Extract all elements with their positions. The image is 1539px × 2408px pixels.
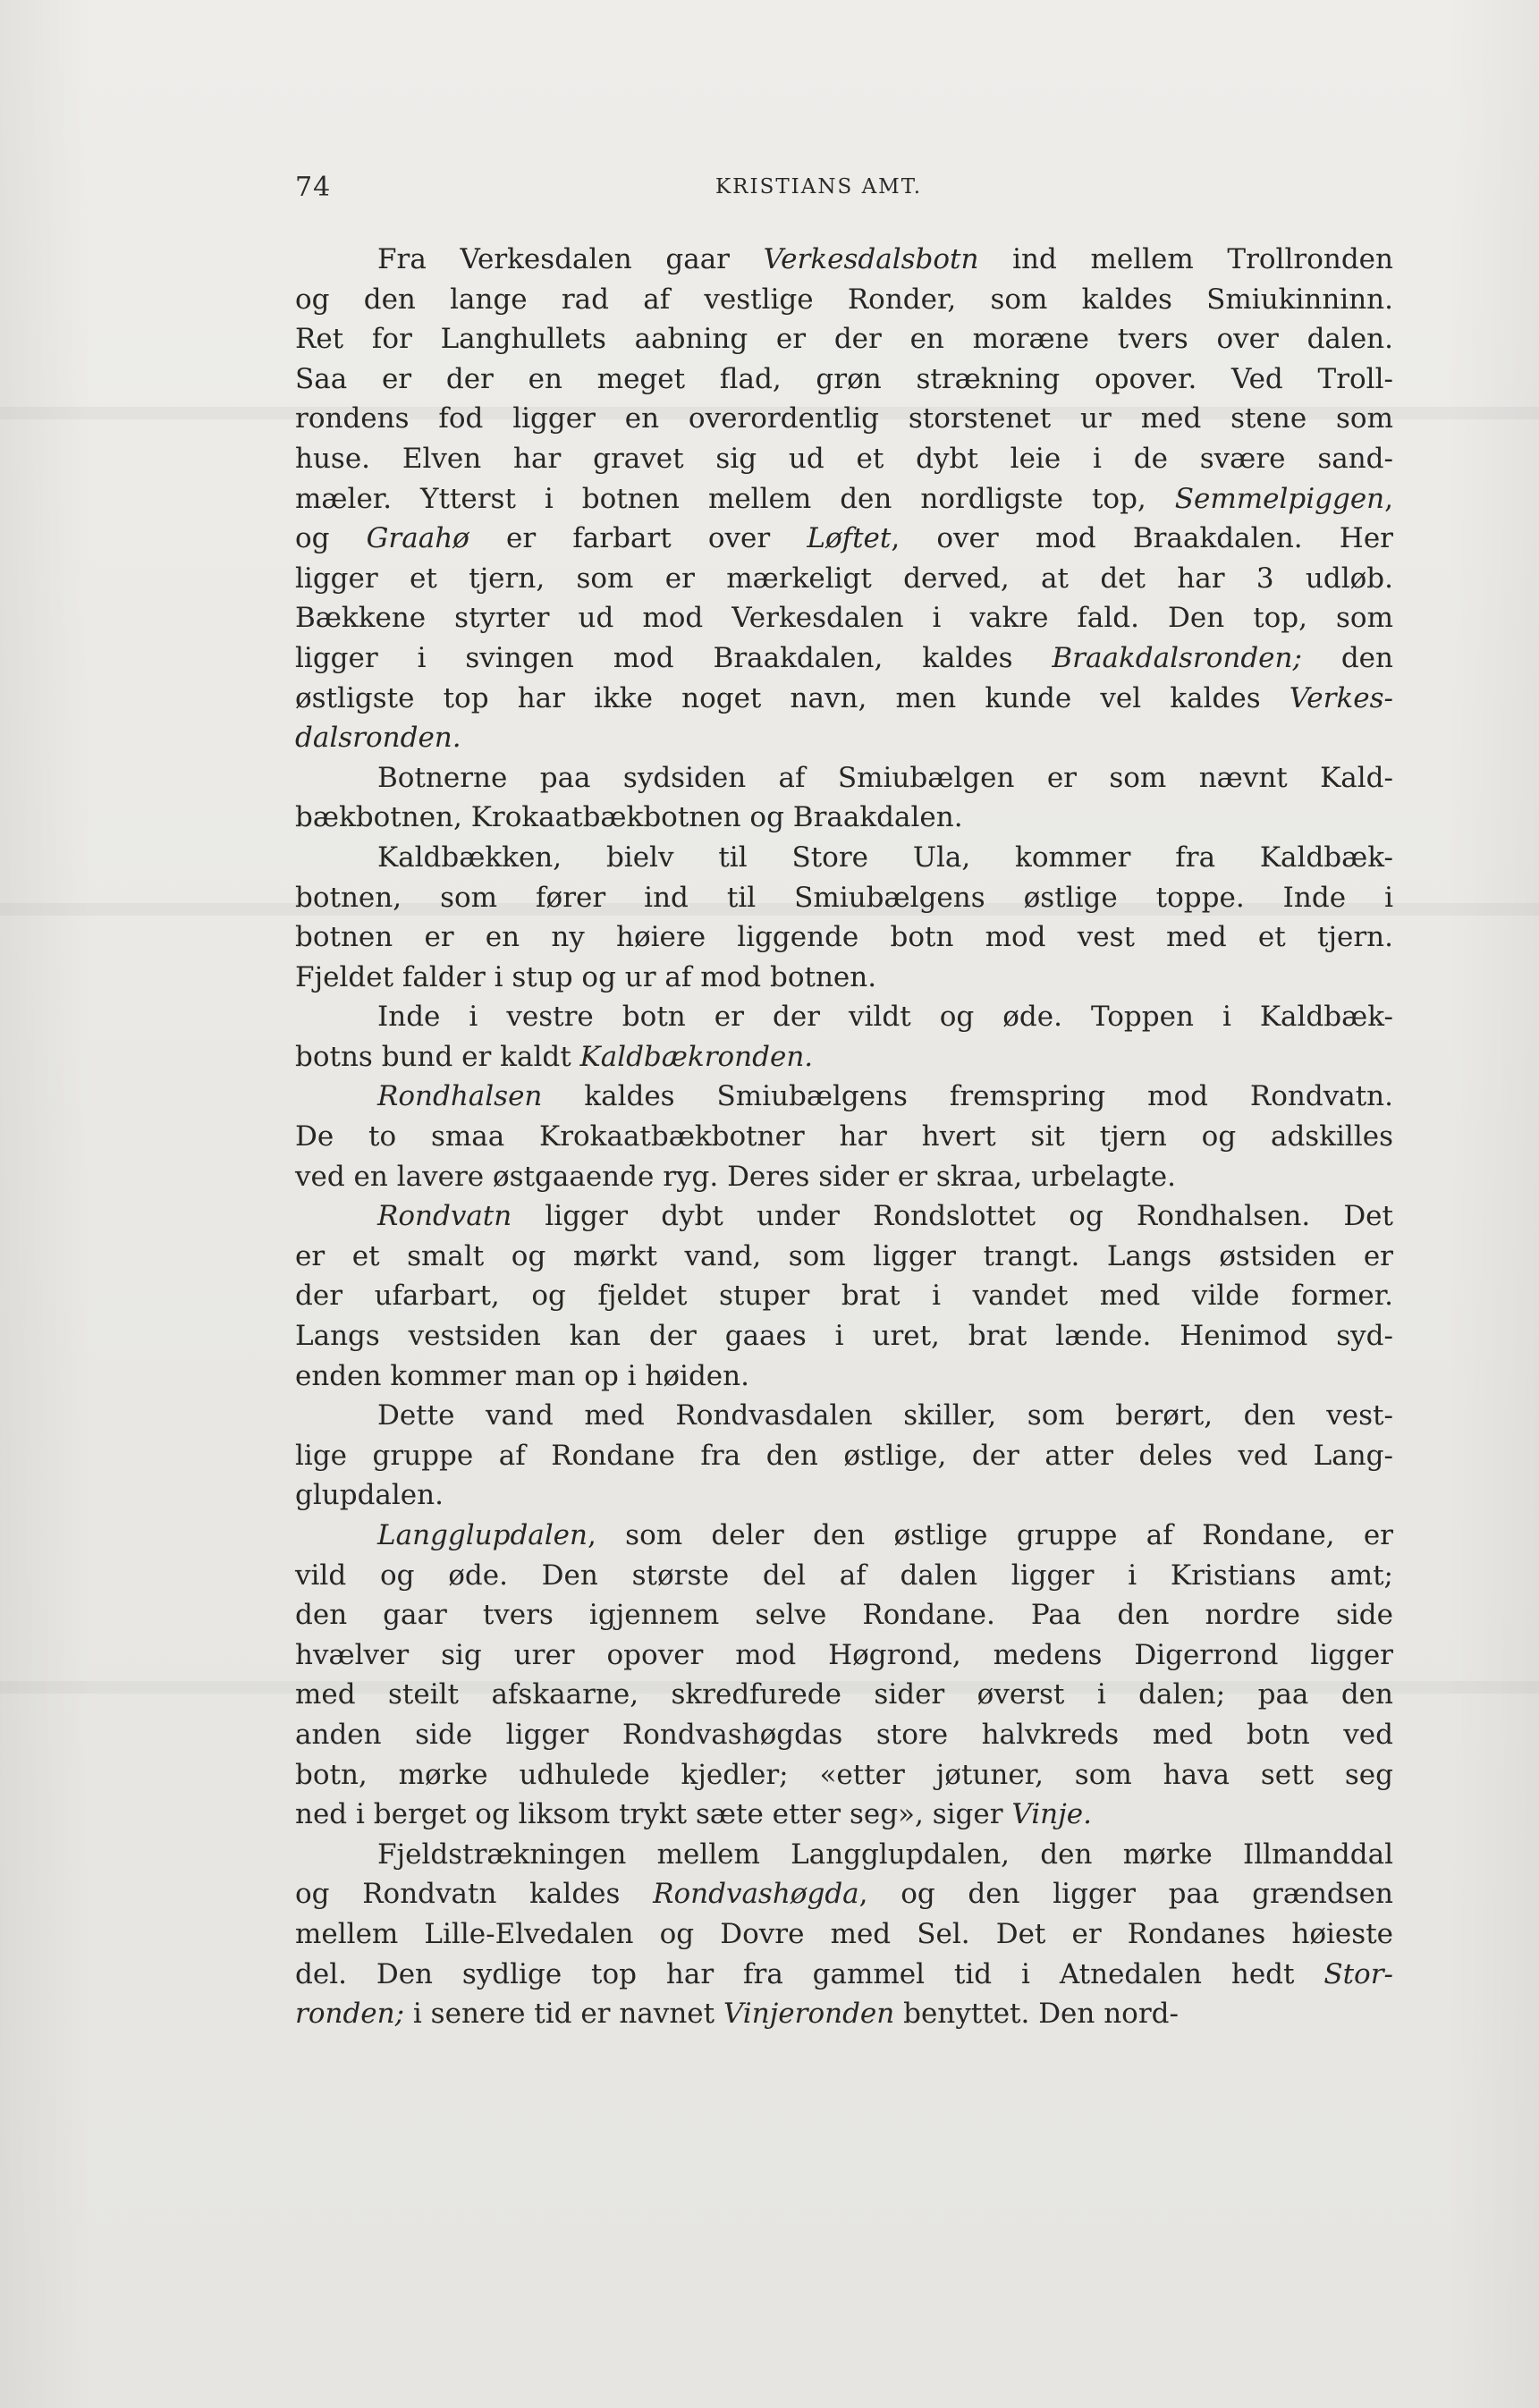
text-line [295,1356,1393,1397]
text-run: Fra Verkesdalen gaar [377,243,764,275]
text-run: ligger i svingen mod Braakdalen, kaldes [295,641,1053,674]
text-run: lige gruppe af Rondane fra den østlige, der atter deles ved Lang- [295,1439,1393,1472]
italic-term: ronden; [295,1998,405,2031]
text-line [295,1715,1393,1755]
text-line [295,399,1393,439]
italic-term: Kaldbækronden. [579,1040,814,1073]
text-line [295,1077,1393,1117]
text-line [295,1516,1393,1556]
text-line [295,1755,1393,1795]
text-run: botnen er en ny høiere liggende botn mod vest med et tjern. [295,921,1393,954]
text-run: Dette vand med Rondvasdalen skiller, som berørt, den vest- [377,1399,1393,1432]
text-run: anden side ligger Rondvashøgdas store halvkreds med botn ved [295,1718,1393,1751]
text-line [295,280,1393,320]
text-line [295,1396,1393,1436]
text-run: hvælver sig urer opover mod Høgrond, medens Digerrond ligger [295,1638,1393,1671]
text-line [295,559,1393,599]
text-run: Bækkene styrter ud mod Verkesdalen i vakre fald. Den top, som [295,602,1393,635]
text-line [295,718,1393,758]
body-text [295,240,1393,2034]
text-run: og den lange rad af vestlige Ronder, som kaldes Smiukinninn. [295,283,1393,316]
text-line [295,1196,1393,1237]
text-line [295,1635,1393,1676]
italic-term: Vinje. [1011,1798,1092,1831]
text-line [295,917,1393,958]
italic-term: Rondvashøgda [653,1878,859,1911]
page-header [295,172,1395,207]
text-line [295,1157,1393,1197]
text-run: Fjeldet falder i stup og ur af mod botnen. [295,960,877,993]
text-run: Saa er der en meget flad, grøn strækning opover. Ved Troll- [295,362,1393,395]
text-line [295,1874,1393,1914]
text-run: Ret for Langhullets aabning er der en moræne tvers over dalen. [295,323,1393,356]
italic-term: Verkesdalsbotn [763,243,979,275]
text-line [295,838,1393,878]
text-run: rondens fod ligger en overordentlig storstenet ur med stene som [295,402,1393,435]
text-line [295,1914,1393,1955]
text-run: huse. Elven har gravet sig ud et dybt leie i de svære sand- [295,442,1393,475]
italic-term: Braakdalsronden; [1052,641,1302,674]
text-run: og Rondvatn kaldes [295,1878,654,1911]
italic-term: Rondvatn [377,1200,512,1233]
text-run: ved en lavere østgaaende ryg. Deres sider er skraa, urbelagte. [295,1160,1176,1193]
text-run: er farbart over [469,522,808,555]
text-run: , som deler den østlige gruppe af Rondane, er [588,1519,1393,1551]
text-run: del. Den sydlige top har fra gammel tid i Atnedalen hedt [295,1957,1324,1990]
text-run: ligger et tjern, som er mærkeligt derved, at det har 3 udløb. [295,562,1393,595]
italic-term: dalsronden. [295,722,461,755]
text-run: Botnerne paa sydsiden af Smiubælgen er som nævnt Kald- [377,761,1393,794]
text-line [295,958,1393,998]
text-line [295,1556,1393,1596]
text-run: De to smaa Krokaatbækbotner har hvert sit tjern og adskilles [295,1120,1393,1153]
running-head: KRISTIANS AMT. [715,175,923,199]
text-line [295,519,1393,559]
text-run: ligger dybt under Rondslottet og Rondhalsen. Det [512,1200,1393,1233]
text-run: vild og øde. Den største del af dalen ligger i Kristians amt; [295,1559,1393,1592]
text-line [295,679,1393,719]
text-line [295,1795,1393,1835]
text-run: kaldes Smiubælgens fremspring mod Rondvatn. [542,1080,1393,1113]
text-line [295,1955,1393,1995]
text-run: med steilt afskaarne, skredfurede sider øverst i dalen; paa den [295,1678,1393,1711]
text-run: mæler. Ytterst i botnen mellem den nordligste top, [295,482,1175,515]
text-line [295,240,1393,280]
text-line [295,598,1393,638]
text-run: ned i berget og liksom trykt sæte etter seg», siger [295,1798,1012,1831]
text-run: i senere tid er navnet [404,1998,723,2031]
text-run: botn, mørke udhulede kjedler; «etter jøtuner, som hava sett seg [295,1758,1393,1791]
text-line [295,878,1393,918]
text-run: bækbotnen, Krokaatbækbotnen og Braakdalen. [295,801,963,834]
text-run: , [1384,482,1393,515]
text-line [295,798,1393,838]
italic-term: Semmelpiggen [1174,482,1385,515]
italic-term: Løftet [807,522,892,555]
text-line [295,1276,1393,1316]
text-run: glupdalen. [295,1479,444,1512]
text-run: enden kommer man op i høiden. [295,1359,749,1392]
text-line [295,1117,1393,1157]
text-line [295,758,1393,798]
text-line [295,1595,1393,1635]
text-run: der ufarbart, og fjeldet stuper brat i vandet med vilde former. [295,1280,1393,1313]
text-run: Fjeldstrækningen mellem Langglupdalen, den mørke Illmanddal [377,1838,1393,1871]
italic-term: Vinjeronden [723,1998,895,2031]
text-line [295,638,1393,679]
text-line [295,997,1393,1037]
page-number: 74 [295,172,332,203]
text-run: østligste top har ikke noget navn, men kunde vel kaldes [295,681,1290,714]
text-line [295,1037,1393,1077]
text-run: den gaar tvers igjennem selve Rondane. Paa den nordre side [295,1599,1393,1632]
text-run: benyttet. Den nord- [894,1998,1179,2031]
text-line [295,1237,1393,1277]
text-run: , over mod Braakdalen. Her [891,522,1393,555]
text-line [295,439,1393,479]
text-line [295,1994,1393,2034]
text-run: og [295,522,367,555]
text-run: Kaldbækken, bielv til Store Ula, kommer fra Kaldbæk- [377,841,1393,874]
text-run: mellem Lille-Elvedalen og Dovre med Sel. Det er Rondanes høieste [295,1917,1393,1950]
italic-term: Rondhalsen [377,1080,543,1113]
text-run: botns bund er kaldt [295,1040,580,1073]
text-run: , og den ligger paa grændsen [858,1878,1393,1911]
text-line [295,1436,1393,1476]
italic-term: Langglupdalen [377,1519,588,1551]
text-run: botnen, som fører ind til Smiubælgens østlige toppe. Inde i [295,881,1393,914]
italic-term: Stor- [1323,1957,1393,1990]
italic-term: Graahø [366,522,469,555]
text-line [295,359,1393,400]
text-line [295,479,1393,520]
text-run: Inde i vestre botn er der vildt og øde. Toppen i Kaldbæk- [377,1001,1393,1034]
text-line [295,1675,1393,1715]
text-line [295,1316,1393,1356]
text-line [295,1835,1393,1875]
text-run: er et smalt og mørkt vand, som ligger trangt. Langs østsiden er [295,1239,1393,1272]
text-run: Langs vestsiden kan der gaaes i uret, brat lænde. Henimod syd- [295,1320,1393,1353]
italic-term: Verkes- [1289,681,1393,714]
text-line [295,1475,1393,1516]
text-run: ind mellem Trollronden [978,243,1393,275]
text-line [295,319,1393,359]
text-run: den [1301,641,1393,674]
